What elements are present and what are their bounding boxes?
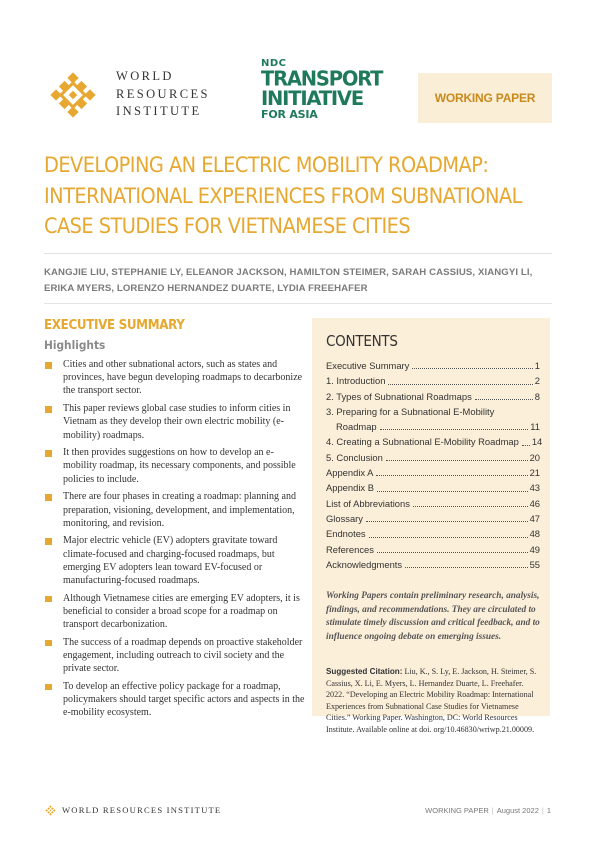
toc-item[interactable] xyxy=(326,434,543,449)
toc-item[interactable] xyxy=(326,404,540,419)
citation-label: Suggested Citation: xyxy=(326,667,403,676)
footer-separator: | xyxy=(491,806,494,815)
ndc-logo-line: INITIATIVE xyxy=(261,87,363,110)
list-item xyxy=(44,402,306,442)
list-item xyxy=(44,358,306,398)
title-line: CASE STUDIES FOR VIETNAMESE CITIES xyxy=(44,214,411,239)
citation-text: Liu, K., S. Ly, E. Jackson, H. Steimer, S. Cassius, X. Li, E. Myers, L. Hernandez Duarte, L. Freehafer. 2022. “Developing an Electric Mobility Roadmap: International Experiences from Subnational Case Studies for Vietnamese Cities.” Working Paper. Washington, DC: World Resources Institute. Available online at doi. org/10.46830/wriwp.21.00009. xyxy=(326,667,537,734)
toc-page: 1 xyxy=(534,360,540,371)
toc-title: Roadmap xyxy=(336,421,377,433)
bullet-square-icon xyxy=(45,538,52,545)
toc-item-continued[interactable] xyxy=(326,419,540,434)
toc-leader xyxy=(377,491,528,492)
toc-page: 48 xyxy=(529,528,540,540)
working-paper-note: Working Papers contain preliminary research, analysis, findings, and recommendations. They are circulated to stimulate timely discussion and critical feedback, and to influence ongoing debate on emerging issues. xyxy=(326,591,540,642)
footer-org-name: WORLD RESOURCES INSTITUTE xyxy=(62,805,222,815)
contents-panel xyxy=(312,318,550,734)
highlights-heading: Highlights xyxy=(44,338,106,352)
table-of-contents xyxy=(326,358,543,572)
toc-title: Executive Summary xyxy=(326,360,410,371)
author-list: KANGJIE LIU, STEPHANIE LY, ELEANOR JACKSON, HAMILTON STEIMER, SARAH CASSIUS, XIANGYI LI, ERIKA MYERS, LORENZO HERNANDEZ DUARTE, LYDIA FREEHAFER xyxy=(44,267,533,294)
list-item xyxy=(44,446,306,486)
divider xyxy=(44,303,552,304)
toc-leader xyxy=(377,552,528,553)
toc-title: Endnotes xyxy=(326,528,366,540)
title-line: DEVELOPING AN ELECTRIC MOBILITY ROADMAP: xyxy=(44,153,489,178)
toc-page: 2 xyxy=(534,375,540,387)
bullet-square-icon xyxy=(45,640,52,647)
toc-leader xyxy=(388,384,532,385)
toc-page: 47 xyxy=(529,512,540,524)
footer-doc-type: WORKING PAPER xyxy=(425,806,489,815)
highlight-text: Although Vietnamese cities are emerging EV adopters, it is beneficial to consider a broad scope for a roadmap on transport decarbonization. xyxy=(63,592,300,631)
toc-title: 2. Types of Subnational Roadmaps xyxy=(326,390,472,402)
bullet-square-icon xyxy=(45,684,52,691)
ndc-logo-line: NDC xyxy=(261,58,287,69)
toc-title: Glossary xyxy=(326,512,363,524)
toc-item[interactable] xyxy=(326,389,540,404)
toc-item[interactable] xyxy=(326,557,540,572)
toc-page: 21 xyxy=(529,467,540,479)
divider xyxy=(44,253,552,254)
contents-heading: CONTENTS xyxy=(326,332,398,350)
list-item xyxy=(44,490,306,530)
toc-page: 55 xyxy=(529,558,540,570)
wri-wordmark-line: RESOURCES xyxy=(116,86,210,101)
wri-logo-icon xyxy=(44,66,102,124)
list-item xyxy=(44,680,306,720)
toc-leader xyxy=(380,429,529,430)
toc-page: 8 xyxy=(534,390,540,402)
highlight-text: It then provides suggestions on how to develop an e-mobility roadmap, its necessary components, and possible policies to include. xyxy=(63,447,296,485)
title-line: INTERNATIONAL EXPERIENCES FROM SUBNATIONAL xyxy=(44,183,522,209)
ndc-logo-line: FOR ASIA xyxy=(261,108,318,121)
toc-page: 14 xyxy=(531,436,543,448)
highlight-text: Cities and other subnational actors, such as states and provinces, have begun developing roadmaps to decarbonize the transport sector. xyxy=(63,359,303,397)
highlight-text: To develop an effective policy package for a roadmap, policymakers should target specific actors and aspects in the e-mobility ecosystem. xyxy=(63,680,305,719)
toc-item[interactable] xyxy=(326,496,540,511)
toc-item[interactable] xyxy=(326,480,540,495)
toc-item[interactable] xyxy=(326,465,540,480)
bullet-square-icon xyxy=(45,406,52,413)
toc-page: 46 xyxy=(529,497,540,509)
footer-date: August 2022 xyxy=(496,806,539,815)
toc-item[interactable] xyxy=(326,511,540,526)
highlights-list xyxy=(44,358,306,724)
footer-separator: | xyxy=(541,806,544,815)
toc-item[interactable] xyxy=(326,373,540,388)
toc-item[interactable] xyxy=(326,542,540,557)
toc-page: 11 xyxy=(530,421,540,433)
highlight-text: Major electric vehicle (EV) adopters gravitate toward climate-focused and charging-focused roadmaps, but emerging EV adopters lean toward EV-focused or manufacturing-focused roadmaps. xyxy=(63,535,278,587)
list-item xyxy=(44,636,306,676)
bullet-square-icon xyxy=(45,596,52,603)
toc-item[interactable] xyxy=(326,358,540,373)
toc-item[interactable] xyxy=(326,450,540,465)
toc-title: List of Abbreviations xyxy=(326,497,410,509)
wri-footer-logo-icon xyxy=(44,804,57,817)
toc-title: 1. Introduction xyxy=(326,375,386,387)
highlight-text: There are four phases in creating a roadmap: planning and preparation, visioning, development, and implementation, monitoring, and revision. xyxy=(63,491,296,529)
wri-wordmark xyxy=(116,68,210,121)
list-item xyxy=(44,592,306,632)
highlight-text: The success of a roadmap depends on proactive stakeholder engagement, including outreach to civil society and the private sector. xyxy=(63,636,303,675)
footer-page-number: 1 xyxy=(546,806,551,815)
toc-leader xyxy=(522,445,530,446)
toc-title: 3. Preparing for a Subnational E-Mobility xyxy=(326,405,495,417)
toc-title: References xyxy=(326,543,374,555)
highlight-text: This paper reviews global case studies to inform cities in Vietnam as they develop their own electric mobility (e-mobility) roadmaps. xyxy=(63,403,291,441)
toc-page: 43 xyxy=(529,482,540,494)
toc-leader xyxy=(412,368,532,369)
footer-page-info xyxy=(425,806,551,815)
toc-title: 5. Conclusion xyxy=(326,451,383,463)
toc-title: Appendix A xyxy=(326,467,374,479)
toc-title: Appendix B xyxy=(326,482,374,494)
suggested-citation xyxy=(326,666,540,736)
wri-wordmark-line: WORLD xyxy=(116,69,174,83)
toc-leader xyxy=(475,399,533,400)
paper-title xyxy=(44,151,562,243)
wri-wordmark-line: INSTITUTE xyxy=(116,104,202,118)
ndc-logo-line: TRANSPORT xyxy=(261,66,383,91)
bullet-square-icon xyxy=(45,494,52,501)
toc-page: 49 xyxy=(529,543,540,555)
ndc-transport-logo xyxy=(261,58,383,121)
toc-page: 20 xyxy=(529,451,540,463)
executive-summary-heading: EXECUTIVE SUMMARY xyxy=(44,318,185,333)
list-item xyxy=(44,534,306,587)
bullet-square-icon xyxy=(45,450,52,457)
toc-leader xyxy=(405,567,527,568)
working-paper-badge-label: WORKING PAPER xyxy=(434,91,536,105)
toc-title: Acknowledgments xyxy=(326,558,403,570)
toc-leader xyxy=(369,537,528,538)
toc-item[interactable] xyxy=(326,526,540,541)
toc-leader xyxy=(376,475,527,476)
toc-title: 4. Creating a Subnational E-Mobility Roadmap xyxy=(326,436,519,448)
toc-leader xyxy=(413,506,528,507)
toc-leader xyxy=(366,521,528,522)
toc-leader xyxy=(386,460,528,461)
bullet-square-icon xyxy=(45,362,52,369)
working-paper-badge xyxy=(418,73,552,123)
